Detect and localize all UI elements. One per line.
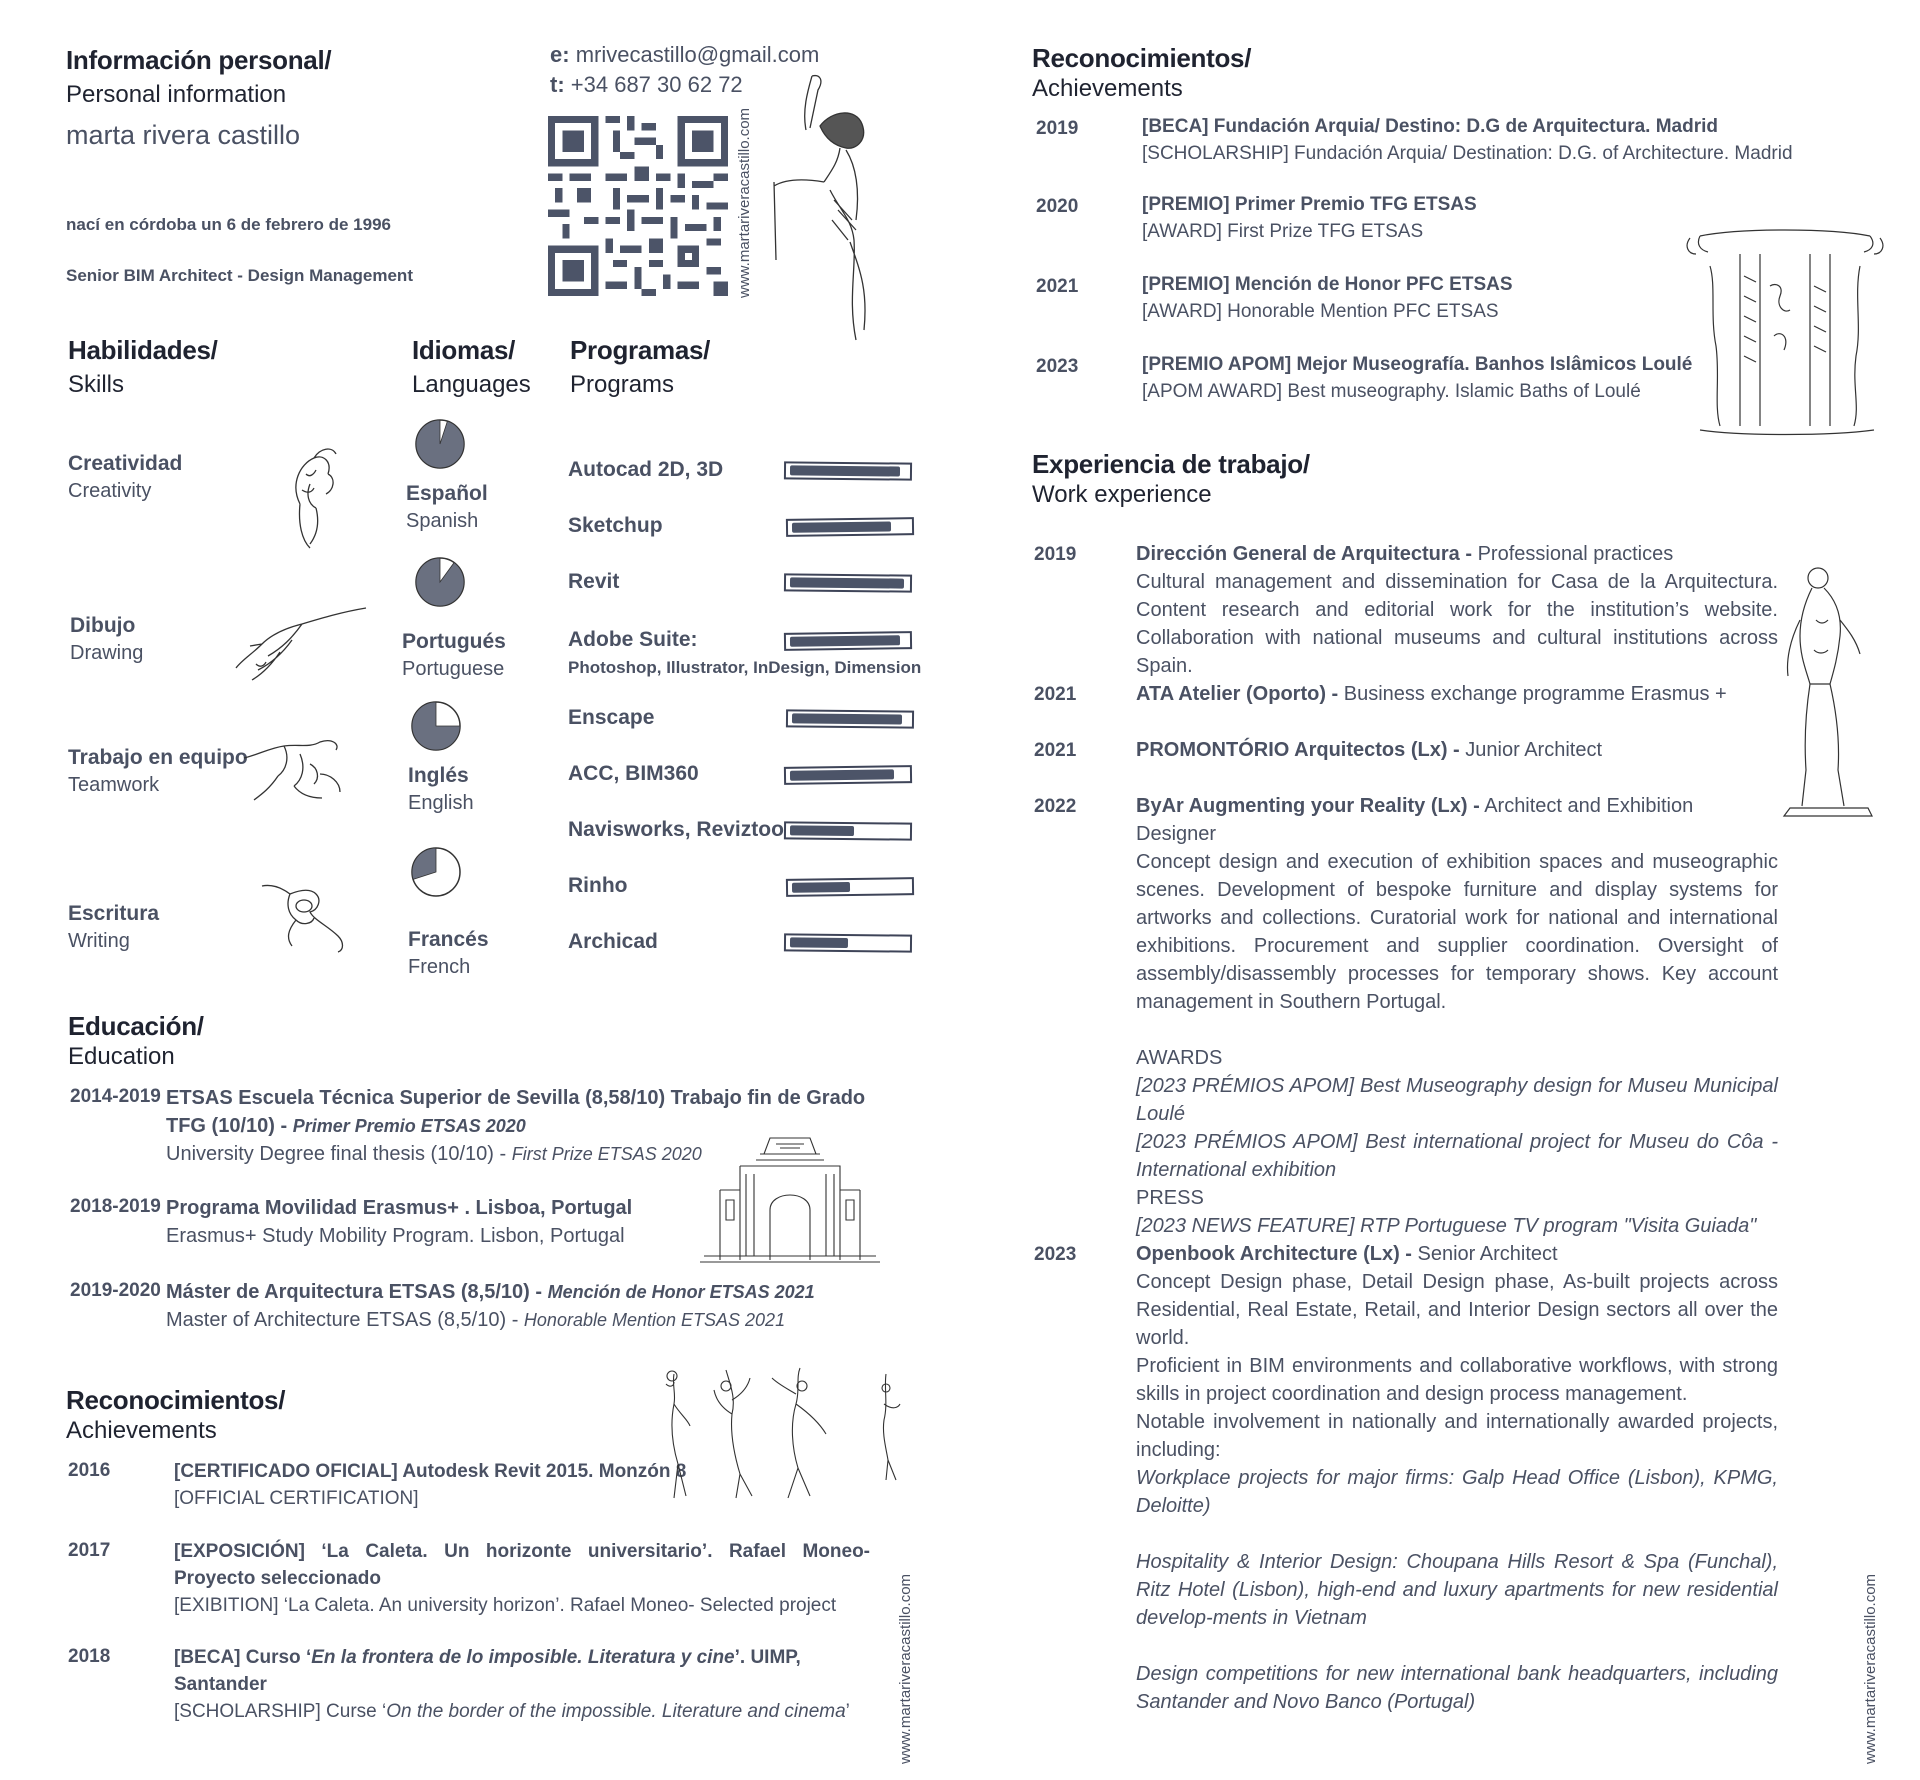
achievement-left-en-2a: [SCHOLARSHIP] Curse ‘ xyxy=(174,1701,387,1722)
experience-item-3 xyxy=(1136,792,1778,1240)
achievement-left-1 xyxy=(174,1538,870,1619)
hand-sketch-icon xyxy=(240,734,344,810)
program-level-fill-0 xyxy=(790,465,900,476)
achievement-left-en-1: [EXIBITION] ‘La Caleta. An university horizon’. Rafael Moneo- Selected project xyxy=(174,1595,837,1616)
achievement-right-en-2: [AWARD] Honorable Mention PFC ETSAS xyxy=(1142,301,1499,322)
program-level-bar-1 xyxy=(786,517,914,537)
language-level-pie-2 xyxy=(410,700,462,752)
program-level-bar-8 xyxy=(784,933,912,952)
skill-es-0: Creatividad xyxy=(68,452,183,475)
hand-sketch-icon xyxy=(280,444,350,550)
experience-desc-4-2: Proficient in BIM environments and collaborative workflows, with strong skills in project coordination and design process management. xyxy=(1136,1355,1778,1405)
experience-project-3: Design competitions for new international bank headquarters, including Santander and Novo Banco (Portugal) xyxy=(1136,1663,1778,1713)
column-sketch-icon xyxy=(1680,226,1890,436)
program-level-fill-6 xyxy=(790,825,854,836)
education-sub-0: University Degree final thesis (10/10) - xyxy=(166,1143,507,1165)
achievements-right-heading-en: Achievements xyxy=(1032,75,1183,102)
program-name-3: Adobe Suite: xyxy=(568,628,698,651)
achievement-right-en-3: [APOM AWARD] Best museography. Islamic Baths of Loulé xyxy=(1142,381,1641,402)
experience-year-4: 2023 xyxy=(1034,1244,1077,1265)
experience-item-2 xyxy=(1136,736,1778,764)
program-name-6: Navisworks, Reviztoo xyxy=(568,818,784,841)
arch-sketch-icon xyxy=(700,1130,880,1270)
achievement-left-year-2: 2018 xyxy=(68,1646,111,1667)
program-level-fill-2 xyxy=(790,577,904,588)
programs-heading-en: Programs xyxy=(570,371,675,398)
experience-role-1: Business exchange programme Erasmus + xyxy=(1343,683,1727,705)
experience-year-3: 2022 xyxy=(1034,796,1077,817)
email-value[interactable]: mrivecastillo@gmail.com xyxy=(575,42,820,67)
qr-code-icon[interactable] xyxy=(548,116,728,296)
skill-es-3: Escritura xyxy=(68,902,160,925)
language-es-2: Inglés xyxy=(408,764,469,787)
dancer-sketch-icon xyxy=(760,70,900,350)
language-es-1: Portugués xyxy=(402,630,506,653)
achievement-left-es-0: [CERTIFICADO OFICIAL] Autodesk Revit 2015. Monzón 8 xyxy=(174,1461,687,1482)
program-level-bar-2 xyxy=(784,573,912,592)
language-en-2: English xyxy=(408,792,474,814)
achievement-left-2 xyxy=(174,1644,874,1725)
education-sub-award-0: First Prize ETSAS 2020 xyxy=(511,1144,702,1164)
experience-year-1: 2021 xyxy=(1034,684,1077,705)
languages-heading-es: Idiomas/ xyxy=(412,335,516,365)
program-name-1: Sketchup xyxy=(568,514,663,537)
skill-en-1: Drawing xyxy=(70,642,144,664)
hand-sketch-icon xyxy=(232,604,368,684)
website-vertical-left[interactable]: www.martariveracastillo.com xyxy=(897,1573,914,1764)
achievement-right-year-2: 2021 xyxy=(1036,276,1079,297)
language-en-3: French xyxy=(408,956,471,978)
programs-heading-es: Programas/ xyxy=(570,335,711,365)
experience-awards-label: AWARDS xyxy=(1136,1047,1223,1069)
language-level-pie-1 xyxy=(414,556,466,608)
skill-en-2: Teamwork xyxy=(68,774,160,796)
program-name-8: Archicad xyxy=(568,930,658,953)
language-en-0: Spanish xyxy=(406,510,479,532)
program-name-7: Rinho xyxy=(568,874,628,897)
experience-desc-4-1: Concept Design phase, Detail Design phase, As-built projects across Residential, Real Estate, Retail, and Interior Design sectors all over the world. xyxy=(1136,1271,1778,1349)
experience-press-1: [2023 NEWS FEATURE] RTP Portuguese TV program "Visita Guiada" xyxy=(1136,1215,1757,1237)
program-level-fill-8 xyxy=(790,937,848,948)
languages-heading-en: Languages xyxy=(412,371,531,398)
language-level-pie-3 xyxy=(410,846,462,898)
education-sub-award-2: Honorable Mention ETSAS 2021 xyxy=(523,1310,786,1330)
experience-company-4: Openbook Architecture (Lx) - xyxy=(1136,1243,1412,1265)
experience-company-1: ATA Atelier (Oporto) - xyxy=(1136,683,1339,705)
experience-role-4: Senior Architect xyxy=(1417,1243,1558,1265)
hand-sketch-icon xyxy=(258,880,348,954)
statue-sketch-icon xyxy=(1776,560,1876,820)
achievement-left-en-2i: On the border of the impossible. Literature and cinema xyxy=(386,1701,846,1722)
education-item-2 xyxy=(166,1278,866,1334)
achievements-right-heading-es: Reconocimientos/ xyxy=(1032,43,1252,73)
education-sub-1: Erasmus+ Study Mobility Program. Lisbon, Portugal xyxy=(166,1225,625,1247)
education-title-1: Programa Movilidad Erasmus+ . Lisboa, Portugal xyxy=(166,1197,633,1219)
education-heading-en: Education xyxy=(68,1043,175,1070)
program-level-bar-4 xyxy=(786,709,914,728)
education-years-0: 2014-2019 xyxy=(70,1086,161,1107)
education-item-1 xyxy=(166,1194,766,1250)
experience-desc-3: Concept design and execution of exhibition spaces and museographic scenes. Development of bespoke furniture and display systems for artworks and collections. Curatorial work for national and international exhibitions. Procurement and supplier coordination. Oversight of assembly/disassembly processes for temporary shows. Key account management in Southern Portugal. xyxy=(1136,851,1778,1013)
program-level-fill-3 xyxy=(790,635,900,647)
achievement-right-year-1: 2020 xyxy=(1036,196,1079,217)
experience-item-0 xyxy=(1136,540,1778,680)
achievement-left-es-1: [EXPOSICIÓN] ‘La Caleta. Un horizonte universitario’. Rafael Moneo- Proyecto seleccionado xyxy=(174,1541,870,1589)
achievement-left-es-2a: [BECA] Curso ‘ xyxy=(174,1647,312,1668)
achievement-left-en-2b: ’ xyxy=(845,1701,850,1722)
program-level-bar-5 xyxy=(784,765,912,785)
program-name-2: Revit xyxy=(568,570,620,593)
program-level-fill-4 xyxy=(792,713,902,724)
experience-role-2: Junior Architect xyxy=(1465,739,1602,761)
program-level-fill-5 xyxy=(790,769,894,780)
program-name-4: Enscape xyxy=(568,706,655,729)
experience-project-1: Workplace projects for major firms: Galp Head Office (Lisbon), KPMG, Deloitte) xyxy=(1136,1467,1778,1517)
experience-project-2: Hospitality & Interior Design: Choupana Hills Resort & Spa (Funchal), Ritz Hotel (Lisbon), high-end and luxury apartments for new residential develop-ments in Vietnam xyxy=(1136,1551,1778,1629)
skills-heading-en: Skills xyxy=(68,371,125,398)
experience-year-2: 2021 xyxy=(1034,740,1077,761)
education-title-2: Máster de Arquitectura ETSAS (8,5/10) - xyxy=(166,1281,543,1303)
achievement-left-en-0: [OFFICIAL CERTIFICATION] xyxy=(174,1488,419,1509)
education-award-2: Mención de Honor ETSAS 2021 xyxy=(547,1282,815,1302)
email-label: e: xyxy=(550,42,570,67)
job-role: Senior BIM Architect - Design Management xyxy=(66,266,413,285)
achievement-right-year-3: 2023 xyxy=(1036,356,1079,377)
website-vertical-qr[interactable]: www.martariveracastillo.com xyxy=(736,107,753,298)
experience-role-0: Professional practices xyxy=(1477,543,1674,565)
phone-value: +34 687 30 62 72 xyxy=(570,72,743,97)
program-sub-3: Photoshop, Illustrator, InDesign, Dimension xyxy=(568,658,922,677)
language-en-1: Portuguese xyxy=(402,658,505,680)
achievement-right-en-1: [AWARD] First Prize TFG ETSAS xyxy=(1142,221,1424,242)
achievement-left-es-2i: En la frontera de lo imposible. Literatura y cine xyxy=(311,1647,735,1668)
achievement-left-year-1: 2017 xyxy=(68,1540,111,1561)
experience-year-0: 2019 xyxy=(1034,544,1077,565)
achievement-right-es-0: [BECA] Fundación Arquia/ Destino: D.G de Arquitectura. Madrid xyxy=(1142,116,1719,137)
language-level-pie-0 xyxy=(414,418,466,470)
email-line[interactable] xyxy=(550,42,819,68)
personal-heading-en: Personal information xyxy=(66,81,287,108)
skills-heading-es: Habilidades/ xyxy=(68,335,218,365)
experience-heading-en: Work experience xyxy=(1032,481,1212,508)
dancer-sketch-icon xyxy=(660,1364,910,1504)
birth-info: nací en córdoba un 6 de febrero de 1996 xyxy=(66,215,391,234)
skill-es-2: Trabajo en equipo xyxy=(68,746,248,769)
full-name: marta rivera castillo xyxy=(66,120,301,150)
achievement-right-es-1: [PREMIO] Primer Premio TFG ETSAS xyxy=(1142,194,1477,215)
skill-es-1: Dibujo xyxy=(70,614,136,637)
experience-award-1: [2023 PRÉMIOS APOM] Best Museography design for Museu Municipal Loulé xyxy=(1136,1075,1778,1125)
achievement-right-es-2: [PREMIO] Mención de Honor PFC ETSAS xyxy=(1142,274,1513,295)
program-name-0: Autocad 2D, 3D xyxy=(568,458,724,481)
program-level-bar-0 xyxy=(784,461,912,480)
education-years-1: 2018-2019 xyxy=(70,1196,161,1217)
language-es-3: Francés xyxy=(408,928,489,951)
phone-label: t: xyxy=(550,72,565,97)
achievements-left-heading-es: Reconocimientos/ xyxy=(66,1385,286,1415)
education-title-0: ETSAS Escuela Técnica Superior de Sevilla (8,58/10) Trabajo fin de Grado xyxy=(166,1087,866,1109)
website-vertical-right[interactable]: www.martariveracastillo.com xyxy=(1862,1573,1879,1764)
education-heading-es: Educación/ xyxy=(68,1011,204,1041)
achievement-left-es-2b: ’. UIMP, Santander xyxy=(174,1647,801,1695)
experience-item-4 xyxy=(1136,1240,1778,1716)
program-level-bar-7 xyxy=(786,877,914,897)
experience-heading-es: Experiencia de trabajo/ xyxy=(1032,449,1310,479)
experience-desc-0: Cultural management and dissemination for Casa de la Arquitectura. Content research and editorial work for the institution’s website. Collaboration with national museums and cultural institutions across Spain. xyxy=(1136,571,1778,677)
experience-company-0: Dirección General de Arquitectura - xyxy=(1136,543,1473,565)
personal-heading-es: Información personal/ xyxy=(66,45,332,75)
experience-role-3: Architect and Exhibition Designer xyxy=(1136,795,1694,845)
education-award-0: Primer Premio ETSAS 2020 xyxy=(292,1116,526,1136)
education-sub-2: Master of Architecture ETSAS (8,5/10) - xyxy=(166,1309,519,1331)
experience-desc-4-3: Notable involvement in nationally and internationally awarded projects, including: xyxy=(1136,1411,1778,1461)
skill-en-3: Writing xyxy=(68,930,130,952)
experience-company-3: ByAr Augmenting your Reality (Lx) - xyxy=(1136,795,1480,817)
achievement-right-year-0: 2019 xyxy=(1036,118,1079,139)
achievement-right-en-0: [SCHOLARSHIP] Fundación Arquia/ Destination: D.G. of Architecture. Madrid xyxy=(1142,143,1793,164)
achievement-right-es-3: [PREMIO APOM] Mejor Museografía. Banhos Islâmicos Loulé xyxy=(1142,354,1693,375)
education-title-0b: TFG (10/10) - xyxy=(166,1115,288,1137)
experience-press-label: PRESS xyxy=(1136,1187,1204,1209)
phone-line xyxy=(550,72,743,98)
achievement-left-year-0: 2016 xyxy=(68,1460,111,1481)
program-name-5: ACC, BIM360 xyxy=(568,762,699,785)
education-years-2: 2019-2020 xyxy=(70,1280,161,1301)
program-level-fill-1 xyxy=(792,521,891,532)
program-level-bar-3 xyxy=(784,631,912,651)
program-level-bar-6 xyxy=(784,821,912,840)
language-es-0: Español xyxy=(406,482,488,505)
experience-item-1 xyxy=(1136,680,1778,708)
program-level-fill-7 xyxy=(792,882,850,893)
experience-award-2: [2023 PRÉMIOS APOM] Best international project for Museu do Côa - International exhibition xyxy=(1136,1131,1778,1181)
experience-company-2: PROMONTÓRIO Arquitectos (Lx) - xyxy=(1136,739,1460,761)
achievements-left-heading-en: Achievements xyxy=(66,1417,217,1444)
skill-en-0: Creativity xyxy=(68,480,152,502)
